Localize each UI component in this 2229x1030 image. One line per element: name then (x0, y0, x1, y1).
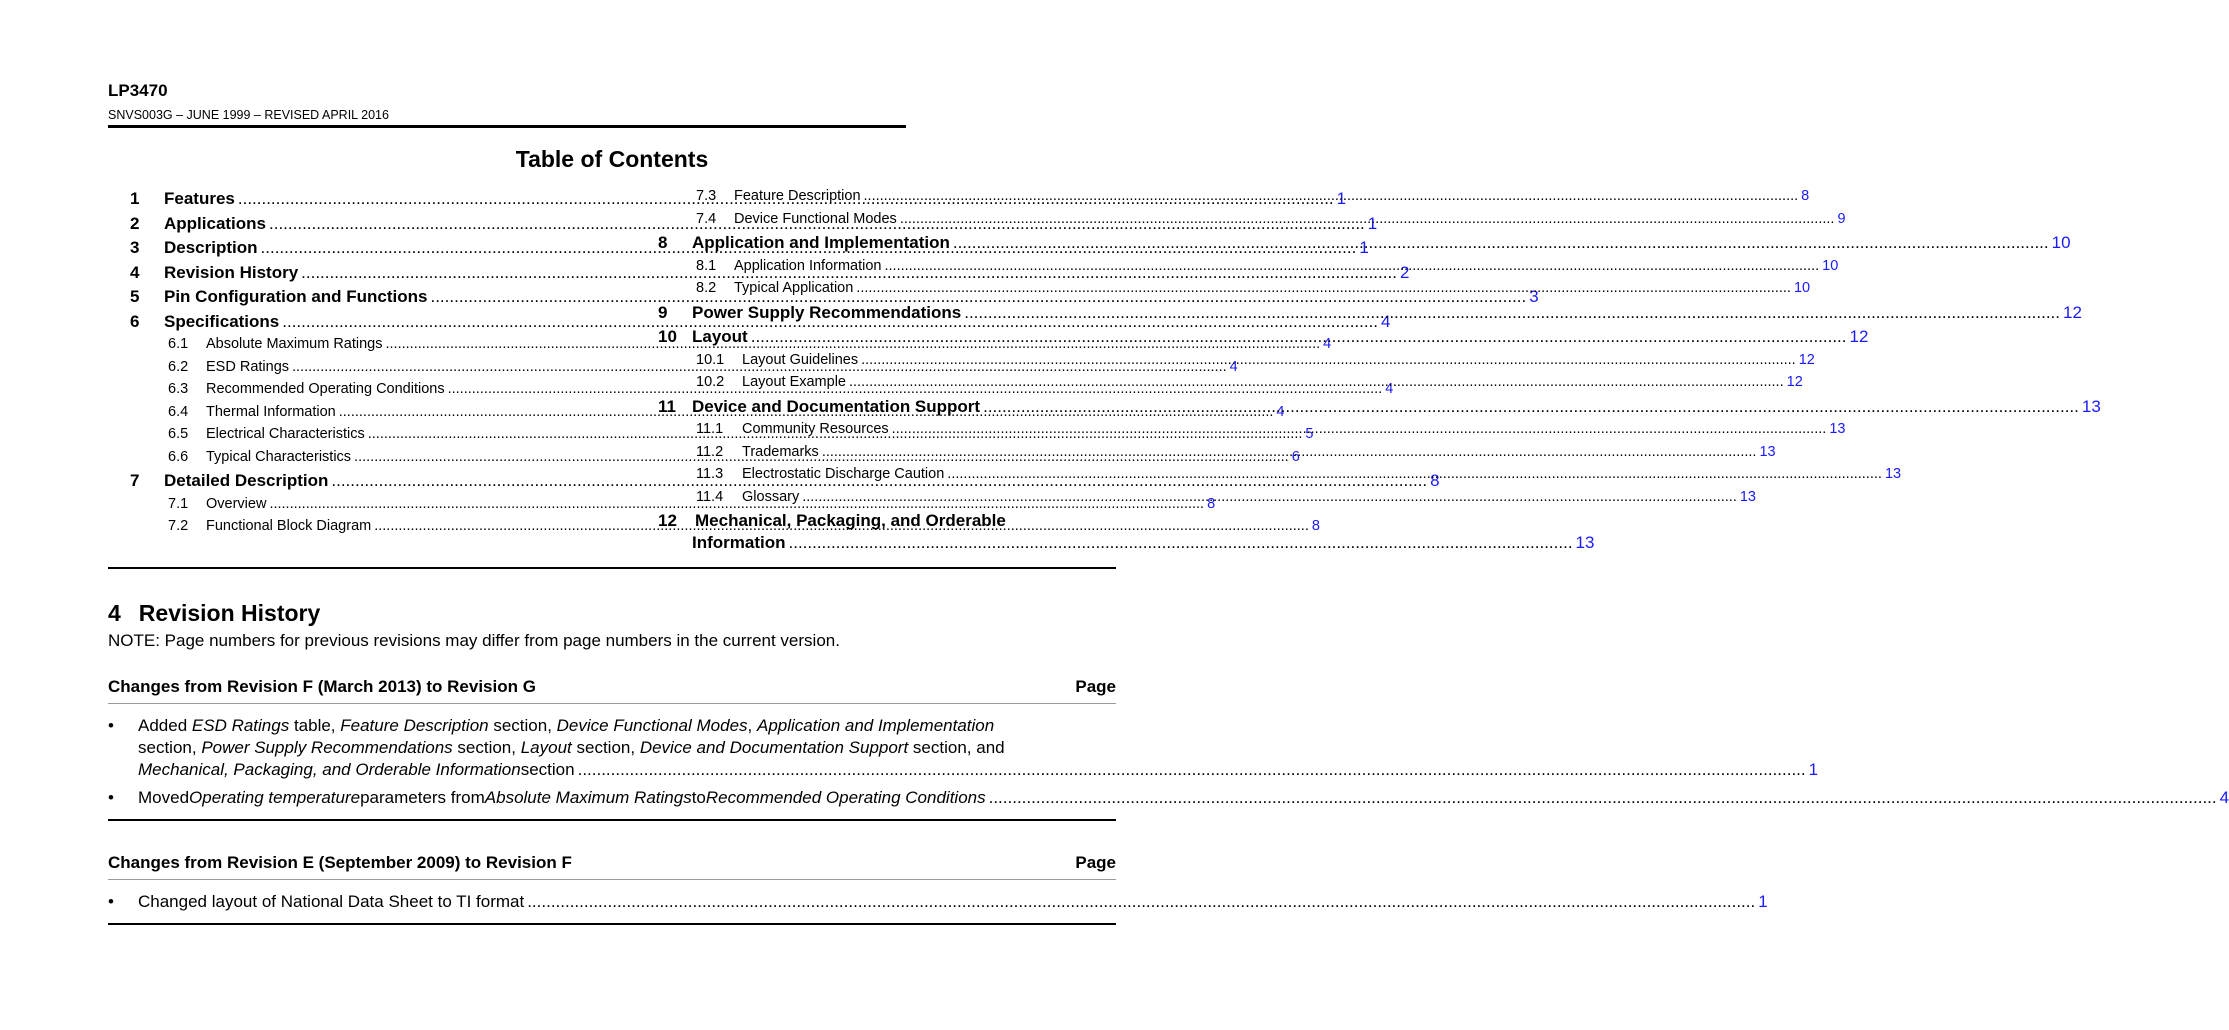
section-divider (108, 567, 1116, 569)
text: section, (452, 738, 521, 757)
leader-dots (858, 352, 1799, 368)
toc-entry-number: 3 (130, 238, 140, 257)
text: ESD Ratings (191, 716, 290, 735)
text: Device and Documentation Support (639, 738, 909, 757)
toc-entry-label: Description (164, 238, 258, 257)
toc-page-link[interactable]: 12 (1786, 374, 1803, 390)
change-item (108, 787, 2229, 809)
toc-entry-number: 7.1 (168, 495, 189, 512)
toc-page-link[interactable]: 8 (1801, 188, 1810, 204)
text: parameters from (360, 788, 485, 807)
leader-dots (524, 891, 1758, 913)
text: to (691, 788, 706, 807)
toc-page-link[interactable]: 10 (1822, 257, 1839, 274)
toc-entry-number: 7 (130, 471, 140, 490)
toc-entry-label: Overview (206, 495, 267, 512)
toc-page-link[interactable]: 13 (1575, 533, 1595, 552)
leader-dots (846, 374, 1787, 390)
toc-entry-label: Functional Block Diagram (206, 518, 372, 534)
toc-page-link[interactable]: 10 (2051, 233, 2071, 252)
text: Layout (520, 738, 572, 757)
toc-entry-number: 12 (658, 511, 677, 530)
text: Operating temperature (189, 788, 361, 807)
toc-page-link[interactable]: 8 (1430, 471, 1440, 490)
toc-page-link[interactable]: 10 (1793, 280, 1811, 296)
toc-entry-number: 1 (130, 189, 140, 208)
toc-entry-label: Detailed Description (164, 471, 329, 490)
toc-entry-label: Electrostatic Discharge Caution (742, 466, 945, 482)
text: section, (488, 716, 557, 735)
leader-dots (897, 211, 1838, 227)
bullet-marker: • (108, 788, 114, 807)
toc-entry[interactable] (658, 351, 1815, 375)
toc-entry-number: 6.5 (168, 426, 189, 442)
leader-dots (786, 533, 1576, 553)
text: Device Functional Modes (556, 716, 748, 735)
leader-dots (961, 303, 2063, 323)
toc-entry[interactable] (658, 374, 1803, 397)
toc-entry-label: Typical Characteristics (206, 448, 352, 465)
leader-dots (889, 421, 1830, 437)
toc-entry-number: 8.1 (696, 257, 717, 274)
toc-right-column (658, 188, 2101, 557)
page-column-header: Page (1075, 677, 1116, 696)
toc-entry-label: Thermal Information (206, 403, 336, 420)
changes-list (108, 880, 1768, 925)
text: Absolute Maximum Ratings (484, 788, 692, 807)
toc-entry[interactable] (658, 233, 2071, 258)
toc-page-link[interactable]: 13 (1739, 488, 1756, 505)
revision-line: SNVS003G – JUNE 1999 – REVISED APRIL 2016 (108, 108, 389, 122)
toc-entry-label: ESD Ratings (206, 358, 290, 375)
section-number: 4 (108, 600, 121, 626)
leader-dots (980, 397, 2082, 417)
toc-entry-label: Absolute Maximum Ratings (206, 336, 383, 352)
text: table, (289, 716, 341, 735)
toc-page-link[interactable]: 12 (1849, 327, 1869, 346)
toc-entry-label: Electrical Characteristics (206, 426, 365, 442)
bullet-marker: • (108, 892, 114, 911)
toc-page-link[interactable]: 8 (1311, 518, 1320, 534)
toc-entry-number: 6.3 (168, 381, 189, 397)
toc-page-link[interactable]: 12 (1798, 351, 1815, 368)
toc-entry[interactable] (658, 396, 2101, 422)
changes-list (108, 704, 2229, 821)
toc-entry-number: 10.1 (696, 351, 725, 368)
section-title: Revision History (138, 600, 321, 626)
page-header (108, 80, 906, 128)
page-link[interactable]: 4 (2219, 788, 2229, 807)
text: Added (138, 716, 192, 735)
toc-entry-number: 7.4 (696, 210, 717, 227)
toc-entry-number: 7.2 (168, 518, 189, 534)
changes-rev-g (108, 676, 2229, 821)
toc-entry-number: 8.2 (696, 280, 717, 296)
toc-page-link[interactable]: 6 (1291, 448, 1300, 465)
page-link[interactable]: 1 (1758, 892, 1768, 911)
toc-page-link[interactable]: 1 (1367, 213, 1378, 233)
toc-entry-label: Feature Description (734, 188, 861, 204)
toc-entry-label: Features (164, 189, 235, 208)
toc-entry-label: Application and Implementation (692, 233, 950, 252)
toc-entry-label: Mechanical, Packaging, and Orderable (695, 511, 1006, 530)
toc-entry-label: Community Resources (742, 421, 889, 437)
toc-entry-label: Applications (164, 213, 267, 233)
toc-entry[interactable] (658, 511, 1595, 557)
revision-note: NOTE: Page numbers for previous revisions may differ from page numbers in the current version. (108, 631, 840, 650)
toc-page-link[interactable]: 4 (1381, 311, 1391, 331)
toc-entry-label: Glossary (742, 488, 800, 505)
toc-entry-label: Trademarks (742, 443, 819, 460)
text: section, and (908, 738, 1005, 757)
toc-entry-label: Revision History (164, 262, 299, 282)
toc-page-link[interactable]: 3 (1529, 287, 1539, 306)
toc-page-link[interactable]: 13 (1884, 466, 1902, 482)
text: Moved (138, 788, 190, 807)
toc-entry-number: 11.3 (696, 466, 724, 482)
toc-entry-label: Device and Documentation Support (692, 396, 981, 416)
toc-entry-number: 9 (658, 302, 668, 322)
changes-heading: Changes from Revision F (March 2013) to Revision G (108, 677, 536, 696)
toc-title: Table of Contents (515, 146, 709, 172)
page-column-header: Page (1075, 853, 1116, 872)
toc-page-link[interactable]: 13 (2081, 396, 2101, 416)
text: Recommended Operating Conditions (705, 788, 986, 807)
text: Mechanical, Packaging, and Orderable Information (138, 760, 521, 779)
toc-entry[interactable] (658, 280, 1811, 303)
toc-entry-label: Typical Application (734, 280, 854, 296)
toc-entry-label: Layout Guidelines (742, 351, 859, 368)
toc-entry-label: Information (692, 533, 786, 552)
toc-entry-label: Power Supply Recommendations (692, 302, 962, 322)
toc-entry-number: 6.1 (168, 336, 189, 352)
leader-dots (944, 466, 1885, 482)
toc-page-link[interactable]: 13 (1829, 421, 1846, 437)
toc-entry-number: 8 (658, 233, 668, 252)
changes-heading-row (108, 676, 1116, 704)
toc-entry-label: Specifications (164, 311, 280, 331)
toc-entry[interactable] (658, 466, 1902, 489)
toc-entry-number: 7.3 (696, 188, 717, 204)
toc-entry-number: 11.2 (696, 443, 724, 460)
toc-page-link[interactable]: 8 (1207, 495, 1216, 512)
toc-page-link[interactable]: 1 (1359, 238, 1369, 257)
leader-dots (748, 327, 1850, 347)
toc-page-link[interactable]: 9 (1837, 210, 1846, 227)
bullet-marker: • (108, 716, 114, 735)
toc-entry[interactable] (658, 443, 1776, 467)
toc-entry-number: 6.2 (168, 358, 189, 375)
text: Changed layout of National Data Sheet to TI format (138, 892, 525, 911)
toc-entry-number: 5 (130, 287, 140, 306)
text: section (520, 760, 575, 779)
toc-entry[interactable] (658, 302, 2082, 328)
toc-entry[interactable] (658, 488, 1756, 512)
text: Feature Description (340, 716, 489, 735)
text: , (747, 716, 757, 735)
toc-page-link[interactable]: 4 (1276, 403, 1285, 420)
toc-entry[interactable] (658, 421, 1846, 444)
toc-entry-number: 6 (130, 311, 140, 331)
toc-entry[interactable] (658, 327, 1869, 352)
toc-page-link[interactable]: 2 (1399, 262, 1410, 282)
text: section, (138, 738, 202, 757)
leader-dots (861, 188, 1802, 204)
toc-page-link[interactable]: 1 (1336, 189, 1347, 208)
leader-dots (882, 258, 1823, 274)
toc-entry-label: Application Information (734, 257, 882, 274)
toc-entry-label: Pin Configuration and Functions (164, 287, 428, 306)
leader-dots (853, 280, 1794, 296)
toc-page-link[interactable]: 5 (1305, 426, 1314, 442)
toc-entry[interactable] (658, 210, 1846, 234)
toc-entry-number: 4 (130, 262, 140, 282)
changes-heading-row (108, 852, 1116, 880)
toc-entry-number: 11.1 (696, 421, 724, 437)
text: Power Supply Recommendations (201, 738, 453, 757)
text: section, (571, 738, 640, 757)
leader-dots (819, 444, 1760, 460)
toc-page-link[interactable]: 13 (1759, 443, 1776, 460)
toc-entry[interactable] (658, 257, 1839, 281)
toc-entry-label: Recommended Operating Conditions (206, 381, 445, 397)
toc-entry-number: 11 (658, 396, 676, 416)
toc-page-link[interactable]: 4 (1385, 381, 1394, 397)
toc-entry-number: 10.2 (696, 374, 725, 390)
toc-entry-number: 6.4 (168, 403, 189, 420)
changes-rev-f (108, 852, 1768, 925)
change-item (108, 715, 1819, 781)
text: Application and Implementation (756, 716, 995, 735)
toc-entry-number: 6.6 (168, 448, 189, 465)
toc-entry-number: 10 (658, 327, 677, 346)
toc-page-link[interactable]: 4 (1229, 358, 1238, 375)
header-rule (108, 125, 906, 128)
leader-dots (575, 759, 1809, 781)
toc-entry[interactable] (658, 188, 1810, 211)
leader-dots (799, 489, 1740, 505)
change-item (108, 891, 1768, 913)
toc-entry-label: Device Functional Modes (734, 210, 897, 227)
page-link[interactable]: 1 (1808, 760, 1819, 779)
section-heading (108, 600, 320, 627)
toc-entry-number: 11.4 (696, 488, 724, 505)
toc-entry-label: Layout (692, 327, 748, 346)
document-id: LP3470 (108, 81, 168, 100)
leader-dots (950, 233, 2052, 253)
toc-entry-number: 2 (130, 213, 140, 233)
toc-page-link[interactable]: 4 (1323, 336, 1332, 352)
changes-heading: Changes from Revision E (September 2009) to Revision F (108, 853, 572, 872)
toc-entry-label: Layout Example (742, 374, 846, 390)
leader-dots (986, 787, 2220, 809)
toc-page-link[interactable]: 12 (2063, 302, 2082, 322)
